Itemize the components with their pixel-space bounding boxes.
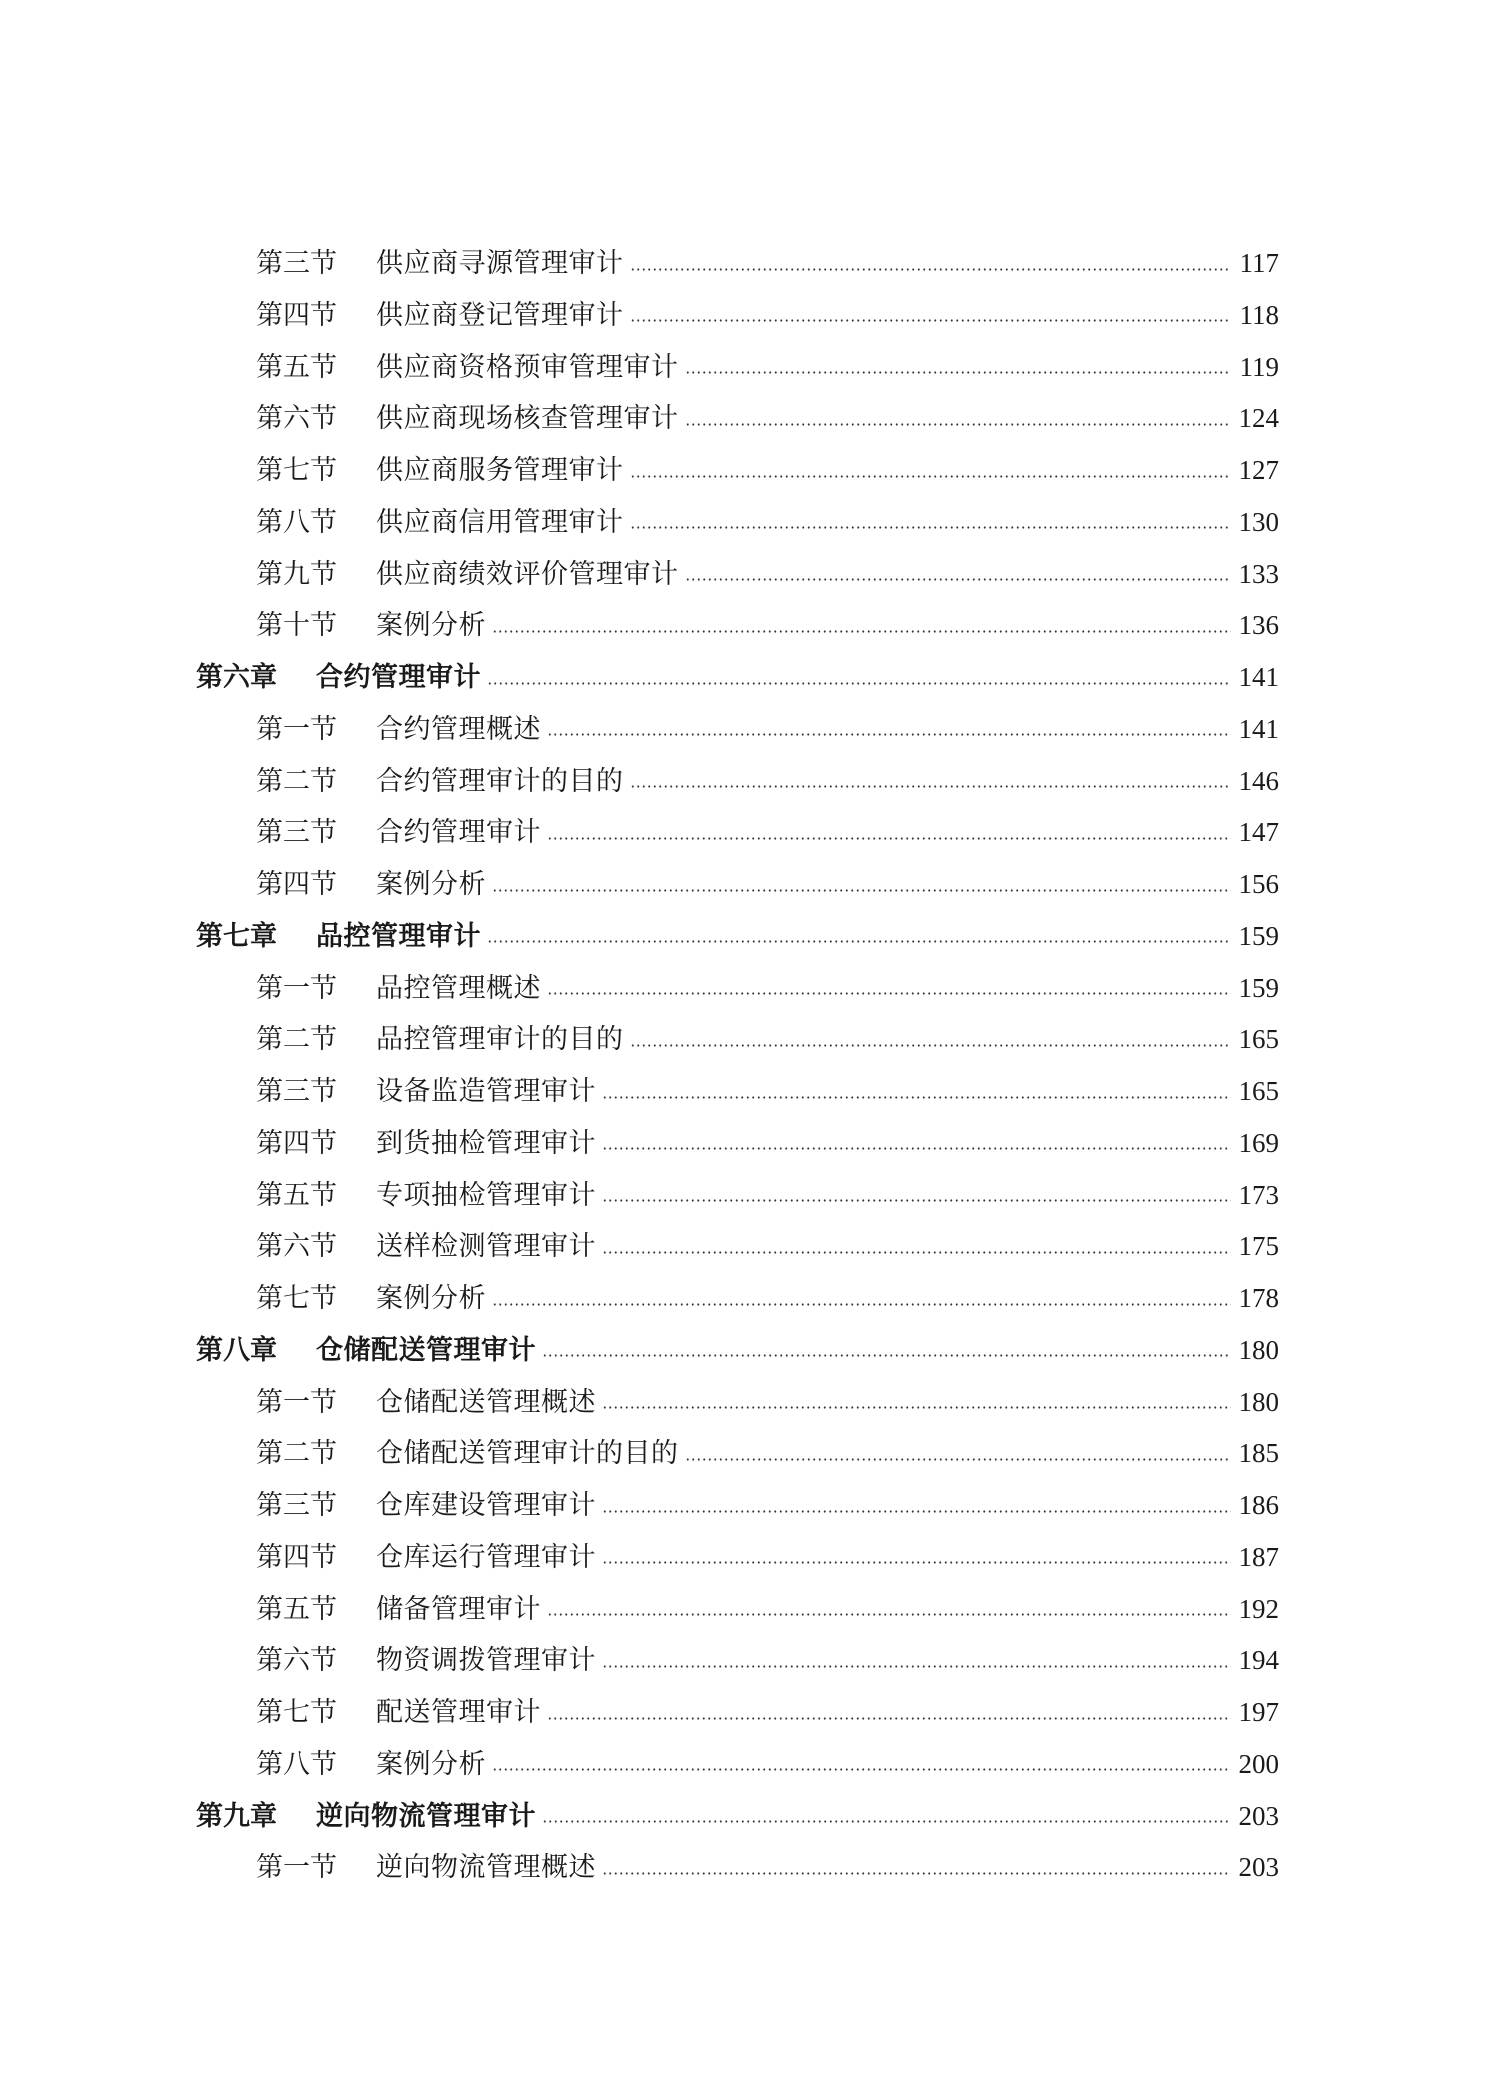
toc-entry-title: 到货抽检管理审计 (376, 1127, 596, 1159)
toc-section-entry[interactable] (256, 864, 1279, 904)
toc-entry-title: 供应商登记管理审计 (376, 299, 624, 331)
toc-page-number: 200 (1238, 1748, 1279, 1779)
toc-section-number: 第六节 (256, 1645, 337, 1677)
toc-entry-title: 配送管理审计 (376, 1697, 541, 1728)
toc-entry-title: 供应商服务管理审计 (376, 455, 624, 486)
toc-section-number: 第三节 (256, 1076, 337, 1107)
toc-dot-leader (685, 371, 1232, 374)
toc-section-entry[interactable] (256, 1226, 1279, 1266)
toc-page-number: 119 (1239, 351, 1279, 382)
toc-page-number: 117 (1239, 248, 1279, 278)
toc-chapter-number: 第八章 (196, 1334, 277, 1366)
toc-entry-title: 案例分析 (376, 869, 486, 900)
toc-entry-title: 合约管理审计 (376, 817, 541, 849)
toc-page-number: 136 (1238, 610, 1279, 641)
toc-section-number: 第三节 (256, 1490, 337, 1521)
toc-entry-title: 逆向物流管理概述 (376, 1852, 596, 1884)
toc-section-entry[interactable] (256, 1071, 1279, 1111)
toc-section-entry[interactable] (256, 1847, 1279, 1887)
toc-entry-title: 仓储配送管理审计 (316, 1334, 536, 1366)
toc-page-number: 130 (1238, 506, 1279, 537)
toc-entry-title: 合约管理审计 (316, 662, 481, 693)
toc-dot-leader (602, 1096, 1231, 1099)
toc-section-entry[interactable] (256, 1692, 1279, 1732)
toc-section-number: 第三节 (256, 817, 337, 849)
toc-section-entry[interactable] (256, 1433, 1279, 1473)
toc-section-entry[interactable] (256, 398, 1279, 438)
toc-section-number: 第八节 (256, 1748, 337, 1780)
toc-page-number: 194 (1238, 1645, 1279, 1676)
toc-section-number: 第一节 (256, 972, 337, 1004)
toc-entry-title: 合约管理审计的目的 (376, 765, 624, 797)
toc-dot-leader (487, 682, 1231, 685)
toc-entry-title: 供应商绩效评价管理审计 (376, 558, 679, 590)
toc-page-number: 147 (1238, 817, 1279, 848)
toc-page-number: 159 (1238, 972, 1279, 1003)
toc-section-number: 第一节 (256, 713, 337, 745)
toc-page-number: 169 (1238, 1127, 1279, 1158)
toc-section-entry[interactable] (256, 1019, 1279, 1059)
toc-dot-leader (602, 1510, 1231, 1513)
toc-entry-title: 逆向物流管理审计 (316, 1800, 536, 1832)
toc-entry-title: 仓储配送管理概述 (376, 1386, 596, 1418)
toc-section-entry[interactable] (256, 605, 1279, 645)
toc-section-number: 第二节 (256, 1024, 337, 1056)
toc-section-entry[interactable] (256, 1175, 1279, 1215)
toc-section-entry[interactable] (256, 1382, 1279, 1422)
toc-page-number: 127 (1238, 455, 1279, 485)
toc-section-number: 第二节 (256, 1438, 337, 1470)
toc-chapter-entry[interactable] (196, 1796, 1279, 1836)
toc-page-number: 197 (1238, 1697, 1279, 1727)
toc-page-number: 133 (1238, 558, 1279, 589)
toc-dot-leader (630, 1044, 1232, 1047)
toc-dot-leader (602, 1251, 1231, 1254)
toc-section-number: 第五节 (256, 351, 337, 383)
toc-entry-title: 物资调拨管理审计 (376, 1645, 596, 1677)
toc-entry-title: 案例分析 (376, 1283, 486, 1314)
toc-section-number: 第二节 (256, 765, 337, 797)
toc-page-number: 124 (1238, 403, 1279, 434)
toc-entry-title: 设备监造管理审计 (376, 1076, 596, 1107)
toc-section-entry[interactable] (256, 1640, 1279, 1680)
toc-section-entry[interactable] (256, 1278, 1279, 1318)
toc-section-number: 第八节 (256, 506, 337, 538)
toc-entry-title: 合约管理概述 (376, 713, 541, 745)
toc-dot-leader (630, 268, 1232, 271)
toc-page-number: 180 (1238, 1386, 1279, 1417)
toc-dot-leader (492, 1303, 1231, 1306)
toc-page-number: 185 (1238, 1438, 1279, 1469)
toc-entry-title: 品控管理审计 (316, 920, 481, 952)
toc-section-entry[interactable] (256, 761, 1279, 801)
toc-dot-leader (547, 733, 1231, 736)
toc-page-number: 156 (1238, 869, 1279, 899)
toc-page-number: 141 (1238, 713, 1279, 744)
toc-dot-leader (685, 423, 1232, 426)
toc-section-entry[interactable] (256, 1744, 1279, 1784)
toc-section-number: 第四节 (256, 869, 337, 900)
toc-section-number: 第七节 (256, 1697, 337, 1728)
toc-section-entry[interactable] (256, 243, 1279, 283)
toc-section-number: 第四节 (256, 299, 337, 331)
toc-section-number: 第五节 (256, 1179, 337, 1211)
toc-section-number: 第三节 (256, 248, 337, 279)
toc-section-number: 第一节 (256, 1852, 337, 1884)
toc-section-entry[interactable] (256, 502, 1279, 542)
toc-dot-leader (630, 319, 1232, 322)
toc-entry-title: 储备管理审计 (376, 1593, 541, 1625)
toc-dot-leader (547, 992, 1231, 995)
toc-chapter-entry[interactable] (196, 657, 1279, 697)
toc-chapter-number: 第七章 (196, 920, 277, 952)
toc-section-entry[interactable] (256, 450, 1279, 490)
toc-entry-title: 品控管理概述 (376, 972, 541, 1004)
toc-entry-title: 供应商资格预审管理审计 (376, 351, 679, 383)
toc-entry-title: 品控管理审计的目的 (376, 1024, 624, 1056)
toc-chapter-number: 第六章 (196, 662, 277, 693)
toc-section-entry[interactable] (256, 1589, 1279, 1629)
toc-page-number: 178 (1238, 1283, 1279, 1313)
toc-page-number: 192 (1238, 1593, 1279, 1624)
toc-entry-title: 供应商信用管理审计 (376, 506, 624, 538)
toc-page-number: 173 (1238, 1179, 1279, 1210)
toc-dot-leader (602, 1872, 1231, 1875)
toc-dot-leader (492, 630, 1231, 633)
toc-entry-title: 仓库建设管理审计 (376, 1490, 596, 1521)
toc-section-number: 第四节 (256, 1541, 337, 1573)
toc-page-number: 203 (1238, 1852, 1279, 1883)
toc-section-number: 第七节 (256, 455, 337, 486)
toc-section-entry[interactable] (256, 554, 1279, 594)
toc-dot-leader (547, 837, 1231, 840)
toc-section-number: 第六节 (256, 403, 337, 435)
toc-dot-leader (492, 889, 1231, 892)
toc-page-number: 165 (1238, 1076, 1279, 1106)
toc-entry-title: 供应商现场核查管理审计 (376, 403, 679, 435)
toc-dot-leader (685, 578, 1232, 581)
toc-page-number: 118 (1239, 299, 1279, 330)
toc-page-number: 159 (1238, 920, 1279, 951)
toc-section-number: 第九节 (256, 558, 337, 590)
toc-entry-title: 仓储配送管理审计的目的 (376, 1438, 679, 1470)
toc-dot-leader (602, 1665, 1231, 1668)
toc-page-number: 186 (1238, 1490, 1279, 1520)
toc-section-number: 第七节 (256, 1283, 337, 1314)
toc-entry-title: 案例分析 (376, 1748, 486, 1780)
toc-entry-title: 供应商寻源管理审计 (376, 248, 624, 279)
toc-dot-leader (602, 1199, 1231, 1202)
toc-entry-title: 案例分析 (376, 610, 486, 642)
toc-entry-title: 送样检测管理审计 (376, 1231, 596, 1263)
toc-dot-leader (685, 1458, 1232, 1461)
toc-dot-leader (602, 1406, 1231, 1409)
toc-dot-leader (492, 1768, 1231, 1771)
toc-entry-title: 专项抽检管理审计 (376, 1179, 596, 1211)
toc-dot-leader (630, 785, 1232, 788)
toc-dot-leader (542, 1820, 1231, 1823)
toc-section-entry[interactable] (256, 1123, 1279, 1163)
toc-page-number: 180 (1238, 1334, 1279, 1365)
toc-section-entry[interactable] (256, 812, 1279, 852)
toc-chapter-number: 第九章 (196, 1800, 277, 1832)
toc-section-entry[interactable] (256, 709, 1279, 749)
toc-section-entry[interactable] (256, 968, 1279, 1008)
toc-dot-leader (487, 940, 1231, 943)
toc-page-number: 165 (1238, 1024, 1279, 1055)
toc-dot-leader (602, 1147, 1231, 1150)
toc-chapter-entry[interactable] (196, 916, 1279, 956)
toc-section-number: 第十节 (256, 610, 337, 642)
toc-dot-leader (542, 1354, 1231, 1357)
toc-page-number: 175 (1238, 1231, 1279, 1262)
toc-section-number: 第四节 (256, 1127, 337, 1159)
toc-dot-leader (547, 1613, 1231, 1616)
toc-dot-leader (630, 475, 1232, 478)
toc-section-number: 第一节 (256, 1386, 337, 1418)
toc-dot-leader (602, 1561, 1231, 1564)
toc-section-entry[interactable] (256, 1537, 1279, 1577)
toc-section-number: 第六节 (256, 1231, 337, 1263)
toc-page-number: 187 (1238, 1541, 1279, 1572)
toc-page-number: 146 (1238, 765, 1279, 796)
toc-section-number: 第五节 (256, 1593, 337, 1625)
toc-dot-leader (547, 1717, 1231, 1720)
toc-dot-leader (630, 526, 1232, 529)
toc-chapter-entry[interactable] (196, 1330, 1279, 1370)
toc-section-entry[interactable] (256, 1485, 1279, 1525)
toc-page-number: 203 (1238, 1800, 1279, 1831)
toc-section-entry[interactable] (256, 295, 1279, 335)
toc-entry-title: 仓库运行管理审计 (376, 1541, 596, 1573)
toc-page-number: 141 (1238, 662, 1279, 692)
toc-section-entry[interactable] (256, 347, 1279, 387)
